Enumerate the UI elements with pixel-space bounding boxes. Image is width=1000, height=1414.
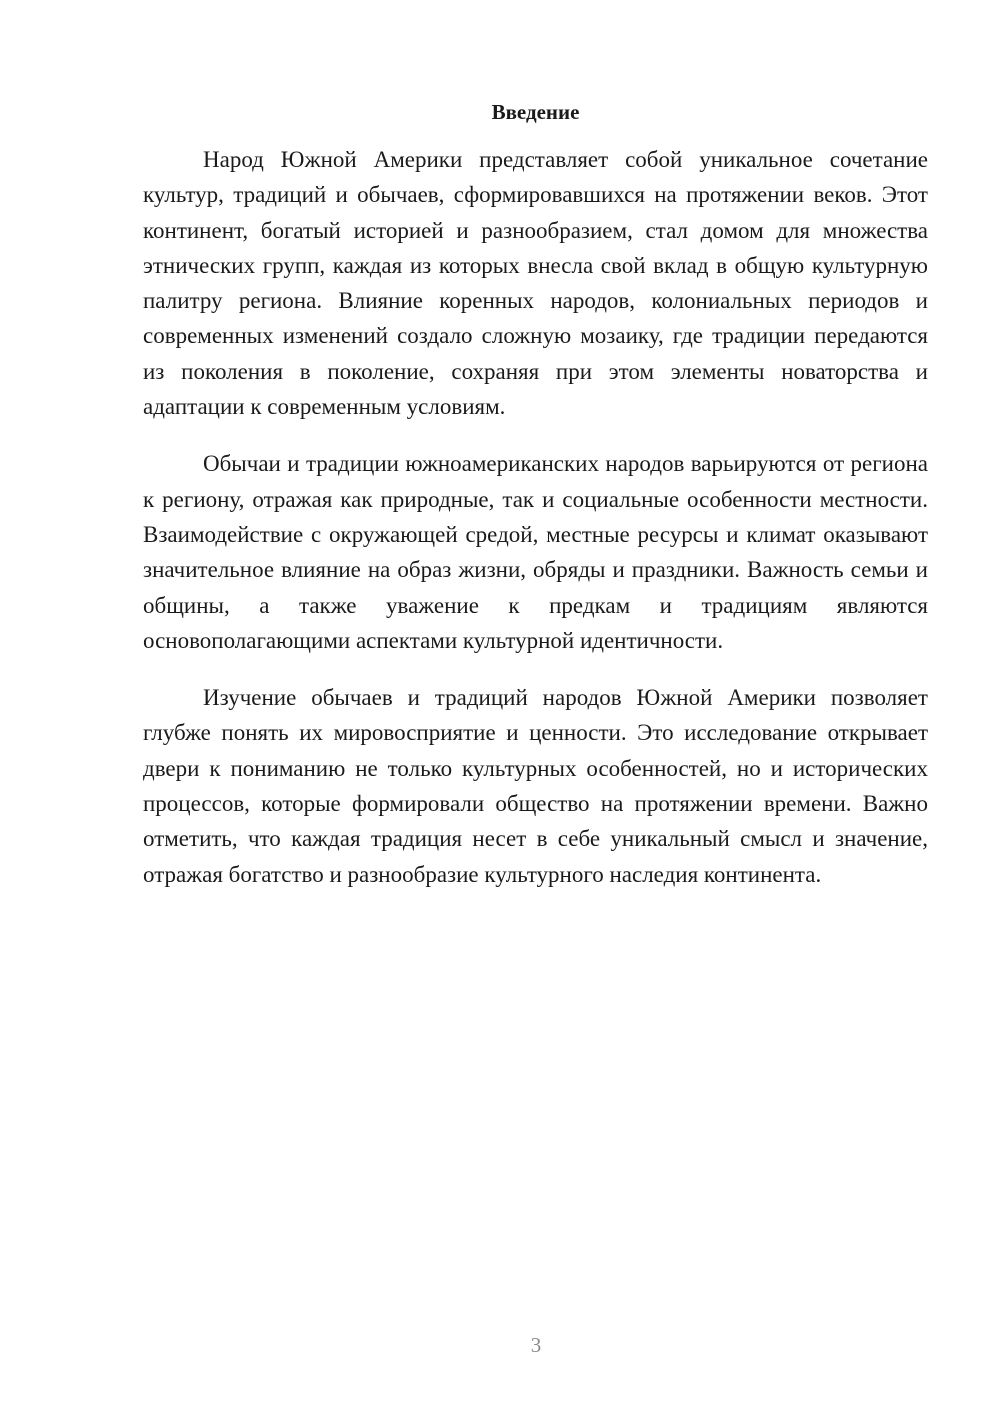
page-number: 3 xyxy=(530,1333,542,1357)
section-heading: Введение xyxy=(491,100,580,124)
paragraph-1: Народ Южной Америки представляет собой уникальное сочетание культур, традиций и обычаев, сформировавшихся на протяжении веков. Этот континент, богатый историей и разнообразием, стал домом для множества этнических групп, каждая из которых внесла свой вклад в общую культурную палитру региона. Влияние коренных народов, колониальных периодов и современных изменений создало сложную мозаику, где традиции передаются из поколения в поколение, сохраняя при этом элементы новаторства и адаптации к современным условиям. xyxy=(143,147,928,420)
paragraph-3: Изучение обычаев и традиций народов Южной Америки позволяет глубже понять их мировосприятие и ценности. Это исследование открывает двери к пониманию не только культурных особенностей, но и исторических процессов, которые формировали общество на протяжении времени. Важно отметить, что каждая традиция несет в себе уникальный смысл и значение, отражая богатство и разнообразие культурного наследия континента. xyxy=(143,685,928,887)
paragraph-2: Обычаи и традиции южноамериканских народов варьируются от региона к региону, отражая как природные, так и социальные особенности местности. Взаимодействие с окружающей средой, местные ресурсы и климат оказывают значительное влияние на образ жизни, обряды и праздники. Важность семьи и общины, а также уважение к предкам и традициям являются основополагающими аспектами культурной идентичности. xyxy=(143,451,928,653)
body-text xyxy=(143,142,928,914)
